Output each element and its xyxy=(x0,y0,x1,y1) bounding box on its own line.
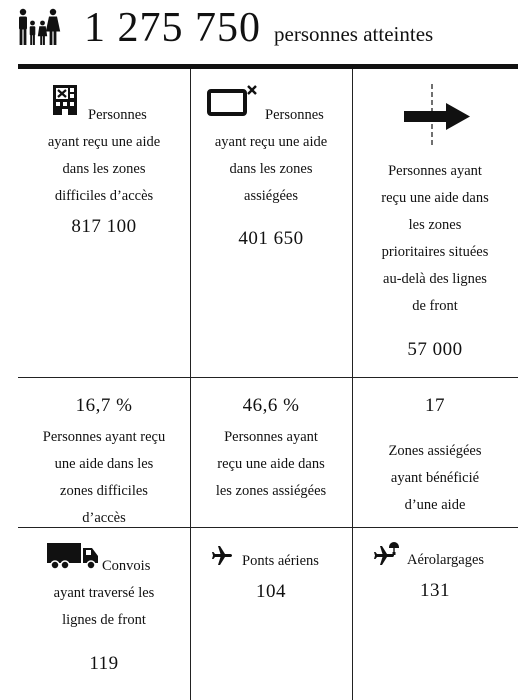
label-line: les zones assiégées xyxy=(215,483,327,499)
label-line: zones difficiles xyxy=(60,483,148,499)
airdrops-value: 131 xyxy=(420,580,450,601)
summary-header xyxy=(0,0,527,60)
label-line: ayant reçu une aide xyxy=(214,134,328,150)
label-line: une aide dans les xyxy=(54,456,154,472)
label-line: prioritaires situées xyxy=(381,244,489,260)
airdrops-label xyxy=(352,547,518,574)
label-line: ayant bénéficié xyxy=(390,470,480,486)
label-line: d’accès xyxy=(82,510,126,526)
label-line: lignes de front xyxy=(62,612,146,628)
grid-line-row1 xyxy=(18,377,518,378)
header-divider xyxy=(18,64,518,69)
family-icon xyxy=(16,8,62,46)
label-line: ayant reçu une aide xyxy=(47,134,161,150)
label-line: dans les zones xyxy=(229,161,313,177)
besieged-zones-label xyxy=(352,438,518,519)
label-line: Zones assiégées xyxy=(388,443,482,459)
label-line: dans les zones xyxy=(62,161,146,177)
besieged-percent: 46,6 % xyxy=(242,395,300,416)
label-line: d’une aide xyxy=(404,497,466,513)
convoys-value: 119 xyxy=(89,653,119,674)
label-line: Personnes ayant reçu xyxy=(42,429,166,445)
label-line: reçu une aide dans xyxy=(381,190,489,206)
frontline-value: 57 000 xyxy=(407,339,463,360)
frontline-arrow-icon xyxy=(402,82,472,150)
besieged-value: 401 650 xyxy=(238,228,304,249)
label-line: Personnes xyxy=(88,107,147,123)
total-reached-value: 1 275 750 xyxy=(84,5,261,51)
hard-to-reach-value: 817 100 xyxy=(71,216,137,237)
label-line: les zones xyxy=(408,217,462,233)
label-line: au-delà des lignes xyxy=(383,271,487,287)
besieged-zones-count: 17 xyxy=(425,395,445,416)
hard-to-reach-percent-label xyxy=(18,424,190,532)
convoys-label xyxy=(18,553,190,634)
total-reached-label: personnes atteintes xyxy=(274,22,434,46)
label-line: Ponts aériens xyxy=(242,553,319,569)
besieged-label xyxy=(190,102,352,210)
label-line: Personnes ayant xyxy=(388,163,482,179)
label-line: Personnes xyxy=(265,107,324,123)
label-line: de front xyxy=(412,298,458,314)
label-line: difficiles d’accès xyxy=(54,188,154,204)
airlifts-label xyxy=(190,548,352,575)
besieged-percent-label xyxy=(190,424,352,505)
label-line: reçu une aide dans xyxy=(217,456,325,472)
label-line: Convois xyxy=(102,558,151,574)
frontline-label xyxy=(352,158,518,320)
label-line: assiégées xyxy=(244,188,298,204)
label-line: ayant traversé les xyxy=(53,585,155,601)
hard-to-reach-label xyxy=(18,102,190,210)
label-line: Personnes ayant xyxy=(224,429,318,445)
label-line: Aérolargages xyxy=(407,552,485,568)
hard-to-reach-percent: 16,7 % xyxy=(75,395,133,416)
airlifts-value: 104 xyxy=(256,581,286,602)
